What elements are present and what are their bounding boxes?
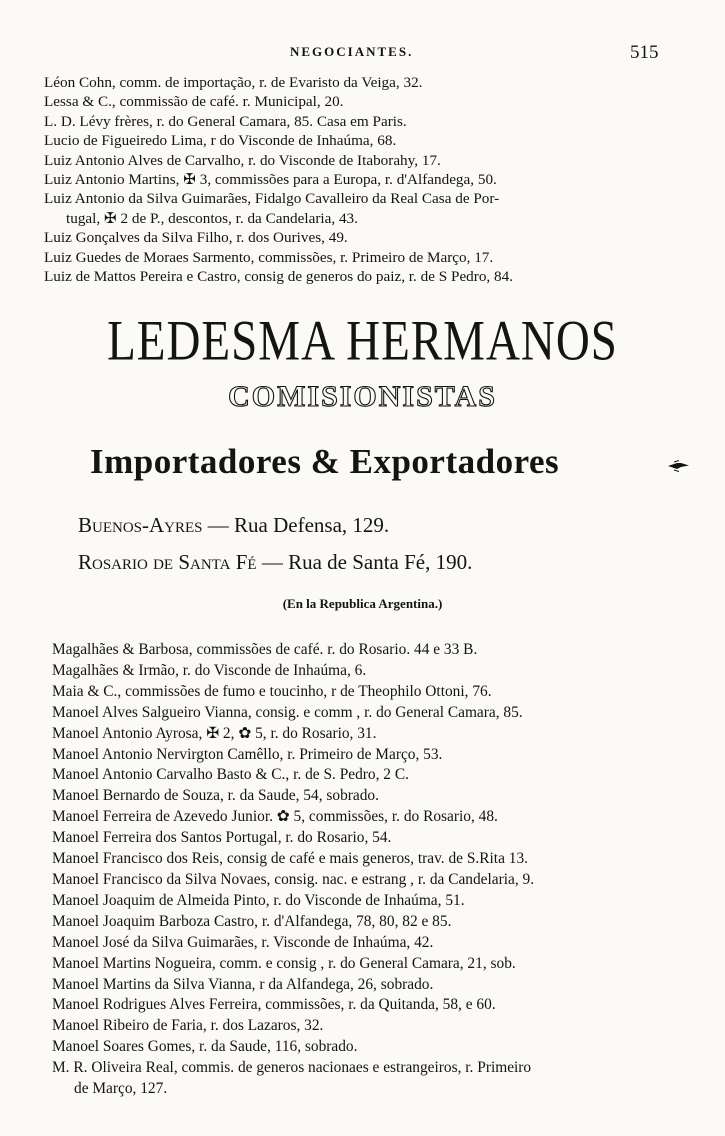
- directory-entry: Manoel Martins da Silva Vianna, r da Alfandega, 26, sobrado.: [52, 975, 434, 993]
- ad-subtitle: COMISIONISTAS: [228, 380, 497, 413]
- directory-entry: Manoel Francisco da Silva Novaes, consig. nac. e estrang , r. da Candelaria, 9.: [52, 870, 535, 888]
- directory-entry: Manoel Bernardo de Souza, r. da Saude, 54, sobrado.: [52, 787, 379, 805]
- entry-continuation: tugal, ✠ 2 de P., descontos, r. da Candelaria, 43.: [66, 209, 358, 227]
- merchant-list-top: [44, 73, 694, 286]
- directory-entry: Manoel José da Silva Guimarães, r. Visconde de Inhaúma, 42.: [52, 933, 434, 951]
- ad-city-rosario: Rosario de Santa Fé: [78, 550, 257, 574]
- directory-entry: Lucio de Figueiredo Lima, r do Visconde de Inhaúma, 68.: [44, 132, 397, 150]
- directory-entry: Manoel Rodrigues Alves Ferreira, commissões, r. da Quitanda, 58, e 60.: [52, 996, 496, 1014]
- directory-entry: Luiz de Mattos Pereira e Castro, consig de generos do paiz, r. de S Pedro, 84.: [44, 268, 514, 286]
- directory-entry: [44, 189, 694, 228]
- directory-entry: Manoel Antonio Carvalho Basto & C., r. de S. Pedro, 2 C.: [52, 766, 409, 784]
- ad-street-buenos-aires: — Rua Defensa, 129.: [207, 513, 390, 537]
- advertisement-ledesma-hermanos: [0, 300, 725, 630]
- directory-entry: Manoel Ferreira de Azevedo Junior. ✿ 5, commissões, r. do Rosario, 48.: [52, 808, 498, 826]
- directory-entry: Maia & C., commissões de fumo e toucinho, r de Theophilo Ottoni, 76.: [52, 682, 492, 700]
- ad-company-name: LEDESMA HERMANOS: [107, 309, 618, 373]
- running-head: [0, 44, 725, 68]
- directory-entry: Magalhães & Irmão, r. do Visconde de Inhaúma, 6.: [52, 661, 367, 679]
- ad-city-buenos-aires: Buenos-Ayres: [78, 513, 203, 537]
- directory-entry: Manoel Soares Gomes, r. da Saude, 116, sobrado.: [52, 1038, 358, 1056]
- directory-entry: Luiz Gonçalves da Silva Filho, r. dos Ourives, 49.: [44, 229, 348, 247]
- entry-line: M. R. Oliveira Real, commis. de generos nacionaes e estrangeiros, r. Primeiro: [52, 1059, 532, 1077]
- directory-entry: Manoel Antonio Nervirgton Camêllo, r. Primeiro de Março, 53.: [52, 745, 443, 763]
- directory-entry: Manoel Alves Salgueiro Vianna, consig. e comm , r. do General Camara, 85.: [52, 703, 523, 721]
- entry-continuation: de Março, 127.: [74, 1080, 168, 1098]
- directory-entry: Luiz Antonio Martins, ✠ 3, commissões para a Europa, r. d'Alfandega, 50.: [44, 171, 497, 189]
- running-title: NEGOCIANTES.: [290, 44, 414, 59]
- pointing-hand-icon: [667, 460, 691, 472]
- directory-entry: Manoel Joaquim de Almeida Pinto, r. do Visconde de Inhaúma, 51.: [52, 891, 465, 909]
- directory-entry: Luiz Guedes de Moraes Sarmento, commissões, r. Primeiro de Março, 17.: [44, 248, 494, 266]
- page-number: 515: [630, 42, 659, 63]
- entry-line: Luiz Antonio da Silva Guimarães, Fidalgo Cavalleiro da Real Casa de Por-: [44, 190, 500, 208]
- directory-entry: Manoel Ribeiro de Faria, r. dos Lazaros, 32.: [52, 1017, 324, 1035]
- directory-entry: L. D. Lévy frères, r. do General Camara, 85. Casa em Paris.: [44, 112, 407, 130]
- directory-entry: Manoel Antonio Ayrosa, ✠ 2, ✿ 5, r. do Rosario, 31.: [52, 724, 377, 742]
- directory-entry: Luiz Antonio Alves de Carvalho, r. do Visconde de Itaborahy, 17.: [44, 151, 441, 169]
- directory-entry: Manoel Francisco dos Reis, consig de café e mais generos, trav. de S.Rita 13.: [52, 850, 528, 868]
- directory-entry: Manoel Ferreira dos Santos Portugal, r. do Rosario, 54.: [52, 829, 392, 847]
- directory-entry: Manoel Joaquim Barboza Castro, r. d'Alfandega, 78, 80, 82 e 85.: [52, 912, 452, 930]
- directory-entry: Léon Cohn, comm. de importação, r. de Evaristo da Veiga, 32.: [44, 74, 423, 91]
- ad-country-note: (En la Republica Argentina.): [282, 596, 443, 611]
- directory-entry: Lessa & C., commissão de café. r. Municipal, 20.: [44, 93, 344, 111]
- ad-street-rosario: — Rua de Santa Fé, 190.: [261, 550, 473, 574]
- directory-entry: Magalhães & Barbosa, commissões de café. r. do Rosario. 44 e 33 B.: [52, 641, 478, 658]
- directory-entry: [52, 1058, 702, 1100]
- merchant-list-bottom: [52, 640, 702, 1100]
- ad-address-rosario: [78, 550, 472, 575]
- ad-trade-line: Importadores & Exportadores: [90, 442, 560, 481]
- directory-entry: Manoel Martins Nogueira, comm. e consig , r. do General Camara, 21, sob.: [52, 954, 516, 972]
- ad-address-buenos-aires: [78, 513, 389, 538]
